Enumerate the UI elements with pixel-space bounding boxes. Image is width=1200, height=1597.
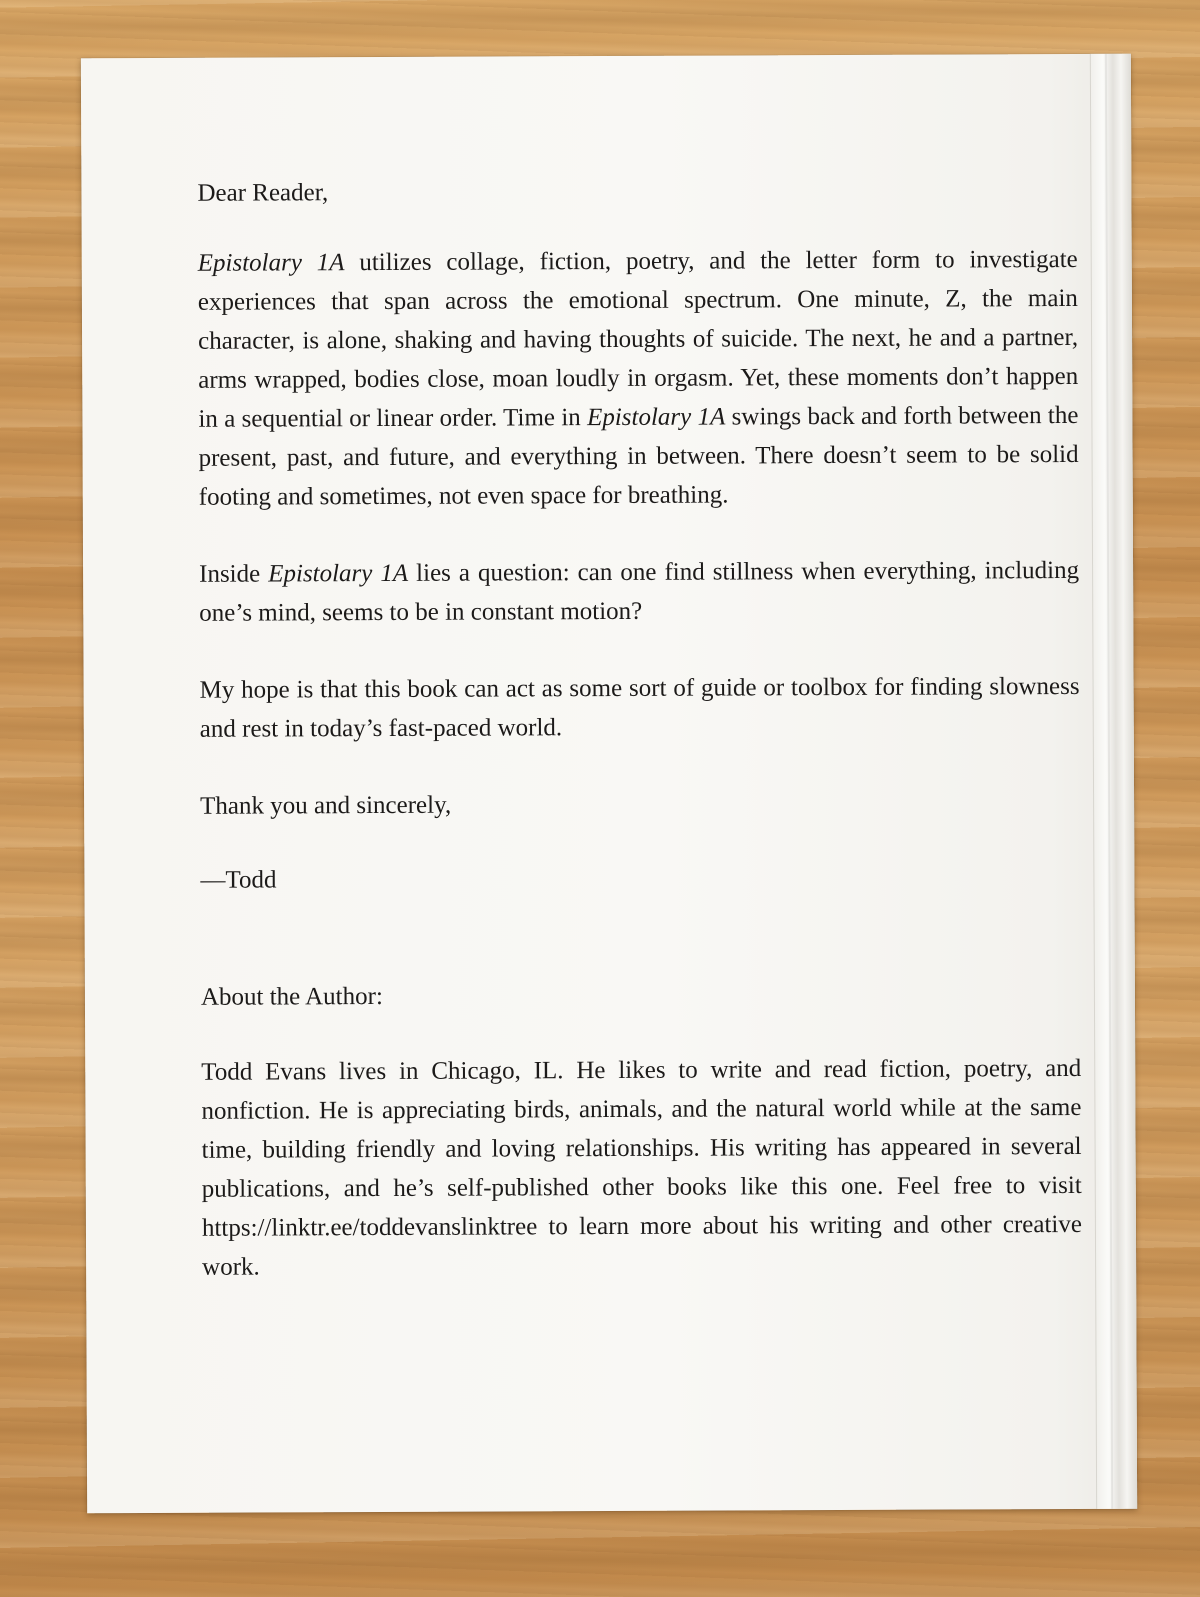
letter-closing: Thank you and sincerely, (200, 791, 452, 820)
page-content (197, 170, 1082, 1287)
book-title: Epistolary 1A (587, 403, 726, 432)
letter-paragraph-2 (199, 551, 1079, 633)
letter-paragraph-1 (198, 240, 1079, 517)
letter-greeting: Dear Reader, (197, 179, 329, 207)
paragraph-text: lies a question: can one find stillness when everything, including one’s mind, seems to be in constant motion? (199, 556, 1080, 627)
letter-paragraph-3: My hope is that this book can act as some sort of guide or toolbox for finding slowness and rest in today’s fast-paced world. (199, 672, 1080, 743)
letter-signature: —Todd (200, 866, 277, 894)
book-title: Epistolary 1A (268, 559, 409, 588)
about-body: Todd Evans lives in Chicago, IL. He likes to write and read fiction, poetry, and nonfiction. He is appreciating birds, animals, and the natural world while at the same time, building friendly and loving relationships. His writing has appeared in several publications, and he’s self-published other books like this one. Feel free to visit https://linktr.ee/toddevanslinktree to learn more about his writing and other creative work. (201, 1054, 1082, 1281)
paragraph-text: Inside (199, 560, 269, 588)
book-page (81, 54, 1137, 1514)
book-title: Epistolary 1A (197, 249, 345, 277)
paragraph-text: swings back and forth between the present, past, and future, and everything in between. There doesn’t seem to be solid footing and sometimes, not even space for breathing. (198, 401, 1079, 511)
paragraph-text: utilizes collage, fiction, poetry, and the letter form to investigate experiences that span across the emotional spectrum. One minute, Z, the main character, is alone, shaking and having thoughts of suicide. The next, he and a partner, arms wrapped, bodies close, moan loudly in orgasm. Yet, these moments don’t happen in a sequential or linear order. Time in (197, 245, 1079, 433)
about-heading: About the Author: (200, 982, 383, 1011)
book-spine (1090, 54, 1137, 1509)
